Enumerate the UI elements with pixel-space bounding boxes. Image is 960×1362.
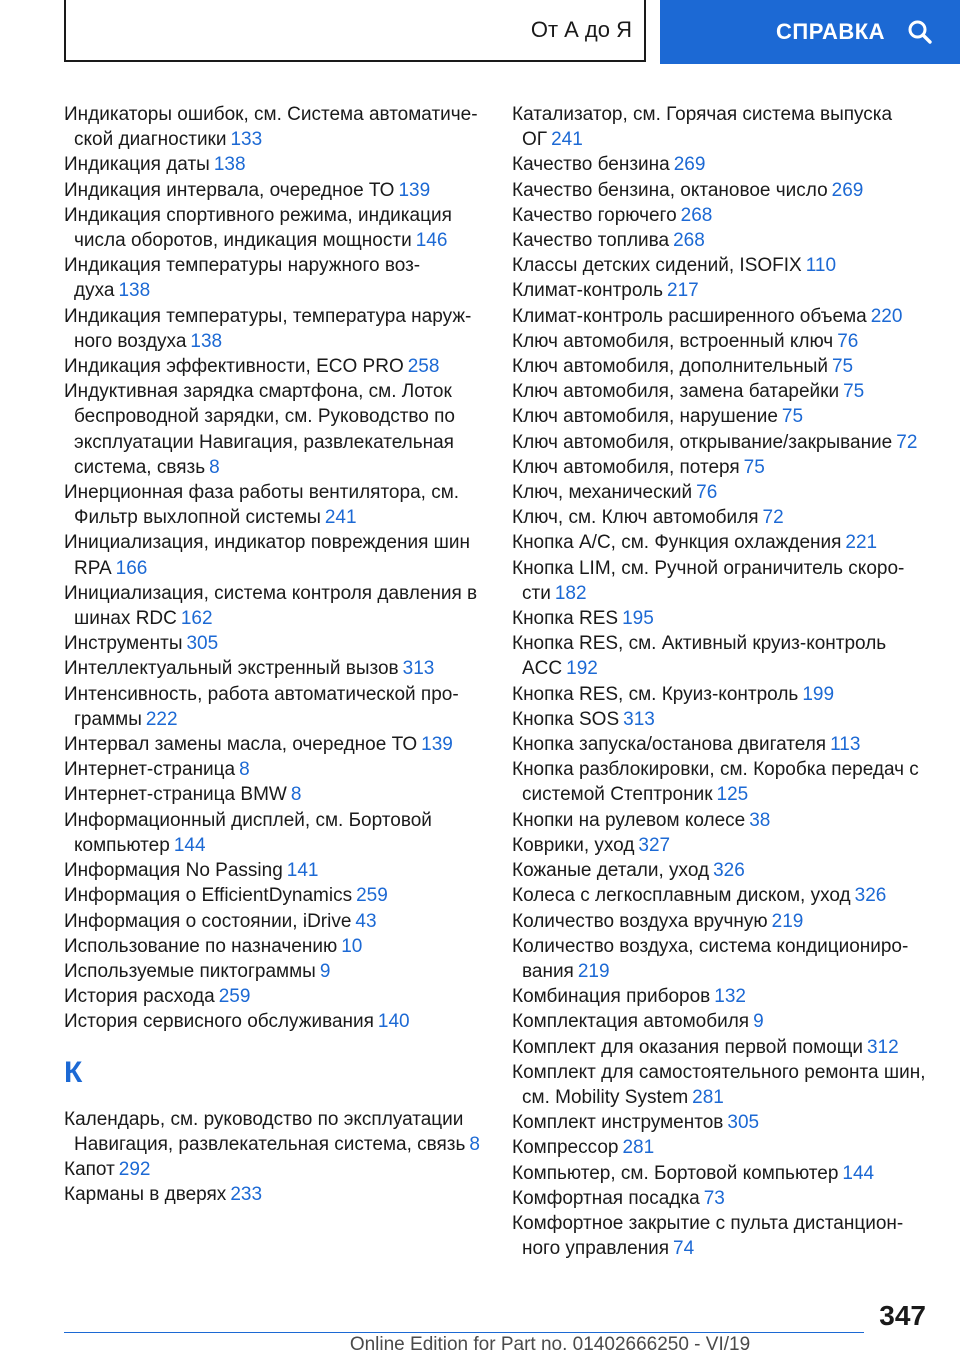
- index-entry-text: Коврики, уход: [512, 834, 635, 856]
- index-entry-page-link[interactable]: 313: [402, 658, 435, 680]
- index-entry-page-link[interactable]: 74: [673, 1238, 695, 1260]
- index-entry-page-link[interactable]: 9: [319, 960, 331, 982]
- index-entry-text: Индикация даты: [64, 154, 210, 176]
- index-entry-text: История расхода: [64, 986, 215, 1008]
- index-entry-page-link[interactable]: 133: [230, 129, 263, 151]
- index-entry: [512, 1211, 932, 1261]
- index-entry-page-link[interactable]: 281: [622, 1137, 655, 1159]
- index-entry-page-link[interactable]: 72: [896, 431, 918, 453]
- index-entry: [64, 631, 484, 656]
- index-entry-page-link[interactable]: 8: [469, 1133, 480, 1155]
- index-entry-text: Ключ автомобиля, открывание/закрывание: [512, 431, 893, 453]
- index-entry: [64, 656, 484, 681]
- index-entry: [512, 909, 932, 934]
- index-entry-text: Интенсивность, работа автоматической про-граммы: [64, 683, 459, 730]
- index-entry-text: Интернет-страница BMW: [64, 784, 287, 806]
- index-entry: [64, 959, 484, 984]
- index-entry-page-link[interactable]: 258: [407, 356, 440, 378]
- index-list-right: [512, 102, 932, 1261]
- index-entry-text: Информация о состоянии, iDrive: [64, 910, 352, 932]
- index-entry-page-link[interactable]: 327: [638, 834, 671, 856]
- index-entry: [64, 1009, 484, 1034]
- index-entry: [64, 934, 484, 959]
- index-entry-page-link[interactable]: 220: [870, 305, 903, 327]
- index-entry: [512, 480, 932, 505]
- index-entry-page-link[interactable]: 219: [771, 910, 804, 932]
- index-entry: [64, 379, 484, 480]
- index-entry: [64, 304, 484, 354]
- index-entry: [64, 732, 484, 757]
- index-entry-text: Инерционная фаза работы вентилятора, см. Фильтр выхлопной системы: [64, 482, 460, 529]
- index-entry: [64, 178, 484, 203]
- index-entry-text: Количество воздуха, система кондициониро-вания: [512, 935, 909, 982]
- index-entry-text: Инициализация, система контроля давления в шинах RDC: [64, 582, 478, 630]
- index-entry-page-link[interactable]: 10: [341, 935, 363, 957]
- index-entry-page-link[interactable]: 182: [554, 582, 587, 604]
- index-entry: [512, 1135, 932, 1160]
- index-entry-page-link[interactable]: 141: [286, 860, 319, 882]
- index-entry-text: Классы детских сидений, ISOFIX: [512, 255, 802, 277]
- index-entry: [64, 354, 484, 379]
- index-entry: [512, 278, 932, 303]
- index-entry-page-link[interactable]: 144: [173, 834, 206, 856]
- index-entry-page-link[interactable]: 199: [802, 683, 835, 705]
- index-entry-text: Инструменты: [64, 633, 183, 655]
- index-entry: [64, 152, 484, 177]
- index-entry-text: Кнопка SOS: [512, 708, 620, 730]
- index-entry-page-link[interactable]: 269: [831, 179, 864, 201]
- index-entry-text: Комплект для оказания первой помощи: [512, 1036, 863, 1058]
- index-entry: [64, 883, 484, 908]
- index-entry: [512, 455, 932, 480]
- index-entry: [512, 556, 932, 606]
- index-entry-page-link[interactable]: 73: [703, 1187, 725, 1209]
- index-entry: [512, 354, 932, 379]
- index-entry-page-link[interactable]: 72: [762, 507, 784, 529]
- index-entry-text: Инициализация, индикатор повреждения шин RPA: [64, 532, 470, 579]
- index-entry-text: Комбинация приборов: [512, 986, 711, 1008]
- index-entry: [512, 379, 932, 404]
- index-entry: [512, 984, 932, 1009]
- index-entry-text: Компрессор: [512, 1137, 619, 1159]
- index-entry-text: Использование по назначению: [64, 935, 338, 957]
- index-entry: [512, 934, 932, 984]
- search-icon[interactable]: [907, 19, 933, 45]
- index-entry-page-link[interactable]: 132: [714, 986, 746, 1008]
- index-entry: [64, 530, 484, 580]
- index-entry-page-link[interactable]: 146: [415, 230, 448, 252]
- index-entry: [64, 102, 484, 152]
- index-entry: [512, 228, 932, 253]
- letter-heading: К: [64, 1055, 83, 1089]
- index-entry: [512, 253, 932, 278]
- index-list-left: [64, 102, 484, 1035]
- index-entry: [64, 782, 484, 807]
- index-entry-page-link[interactable]: 43: [355, 910, 377, 932]
- index-entry: [512, 631, 932, 681]
- index-entry: [64, 808, 484, 858]
- index-entry-text: Кнопка LIM, см. Ручной ограничитель скоро-сти: [512, 557, 905, 604]
- index-entry: [64, 984, 484, 1009]
- index-entry: [64, 909, 484, 934]
- index-column-right: [512, 102, 932, 1261]
- index-entry: [64, 480, 484, 530]
- index-entry-page-link[interactable]: 140: [377, 1011, 410, 1033]
- index-entry-text: Ключ автомобиля, дополнительный: [512, 356, 828, 378]
- index-entry: [512, 883, 932, 908]
- index-entry-text: Индуктивная зарядка смартфона, см. Лоток беспроводной зарядки, см. Руководство по эксплуатации Навигация, развлекательная система, связь: [64, 381, 456, 478]
- index-entry-text: Интеллектуальный экстренный вызов: [64, 658, 399, 680]
- index-entry-page-link[interactable]: 138: [118, 280, 151, 302]
- index-entry-page-link[interactable]: 281: [692, 1086, 724, 1108]
- index-entry-text: Колеса с легкосплавным диском, уход: [512, 885, 851, 907]
- index-entry-text: История сервисного обслуживания: [64, 1011, 374, 1033]
- index-entry: [64, 858, 484, 883]
- index-entry: [512, 102, 932, 152]
- index-entry-text: Индикация спортивного режима, индикация числа оборотов, индикация мощности: [64, 204, 452, 252]
- index-entry: [64, 1107, 484, 1157]
- index-entry-page-link[interactable]: 110: [805, 255, 837, 277]
- index-entry-text: Качество горючего: [512, 204, 677, 226]
- index-entry-page-link[interactable]: 76: [837, 330, 859, 352]
- index-entry-text: Карманы в дверях: [64, 1184, 227, 1206]
- index-entry-text: Компьютер, см. Бортовой компьютер: [512, 1162, 839, 1184]
- index-entry: [512, 1009, 932, 1034]
- index-entry-text: Информационный дисплей, см. Бортовой компьютер: [64, 809, 432, 856]
- index-entry-text: Индикация интервала, очередное ТО: [64, 179, 395, 201]
- index-entry-text: Индикация температуры, температура наруж-ного воздуха: [64, 305, 472, 352]
- index-entry-page-link[interactable]: 195: [622, 608, 654, 630]
- index-entry-page-link[interactable]: 138: [213, 154, 246, 176]
- index-entry-text: Ключ автомобиля, замена батарейки: [512, 381, 840, 403]
- tab-a-to-z[interactable]: [64, 0, 646, 62]
- index-list-k: [64, 1107, 484, 1208]
- index-entry-text: Капот: [64, 1158, 115, 1180]
- index-entry-text: Кнопка запуска/останова двигателя: [512, 734, 827, 756]
- index-entry-page-link[interactable]: 38: [749, 809, 771, 831]
- index-entry: [512, 203, 932, 228]
- index-entry-page-link[interactable]: 292: [118, 1158, 151, 1180]
- index-entry-text: Используемые пиктограммы: [64, 960, 316, 982]
- index-column-left: [64, 102, 484, 1207]
- index-entry-page-link[interactable]: 219: [577, 960, 610, 982]
- index-entry-page-link[interactable]: 312: [866, 1036, 899, 1058]
- index-entry-text: Комфортная посадка: [512, 1187, 700, 1209]
- index-entry: [512, 833, 932, 858]
- index-entry-page-link[interactable]: 138: [190, 330, 223, 352]
- index-entry: [64, 581, 484, 631]
- index-entry: [512, 1186, 932, 1211]
- index-entry: [512, 1035, 932, 1060]
- index-entry-text: Индикация эффективности, ECO PRO: [64, 356, 404, 378]
- index-entry-page-link[interactable]: 269: [673, 154, 706, 176]
- index-entry-page-link[interactable]: 222: [145, 708, 178, 730]
- index-entry-page-link[interactable]: 241: [324, 507, 357, 529]
- tab-a-to-z-label: От А до Я: [530, 17, 632, 42]
- index-entry-text: Качество бензина: [512, 154, 670, 176]
- index-entry-text: Информация No Passing: [64, 860, 283, 882]
- index-entry-page-link[interactable]: 305: [727, 1112, 760, 1134]
- index-entry: [512, 732, 932, 757]
- index-entry-page-link[interactable]: 241: [551, 129, 583, 151]
- index-entry-text: Кнопка RES: [512, 608, 619, 630]
- index-entry: [512, 808, 932, 833]
- footer-edition: Online Edition for Part no. 01402666250 - VI/19: [349, 1334, 751, 1355]
- index-entry-text: Ключ, см. Ключ автомобиля: [512, 507, 759, 529]
- index-entry-page-link[interactable]: 233: [230, 1184, 263, 1206]
- index-entry: [512, 329, 932, 354]
- index-entry-page-link[interactable]: 221: [845, 532, 878, 554]
- index-entry: [512, 530, 932, 555]
- index-entry-page-link[interactable]: 259: [356, 885, 388, 907]
- index-entry-page-link[interactable]: 139: [421, 734, 453, 756]
- index-entry: [512, 304, 932, 329]
- index-entry: [512, 1161, 932, 1186]
- index-entry-text: Информация о EfficientDynamics: [64, 885, 353, 907]
- index-entry-page-link[interactable]: 217: [667, 280, 699, 302]
- index-entry-text: Качество бензина, октановое число: [512, 179, 828, 201]
- index-entry-text: Кожаные детали, уход: [512, 860, 710, 882]
- index-entry-page-link[interactable]: 75: [743, 456, 765, 478]
- index-entry-text: Кнопки на рулевом колесе: [512, 809, 746, 831]
- footer-divider: [64, 1332, 864, 1333]
- index-entry-text: Кнопка A/C, см. Функция охлаждения: [512, 532, 842, 554]
- index-entry-text: Комплект инструментов: [512, 1112, 724, 1134]
- index-entry-page-link[interactable]: 192: [566, 658, 598, 680]
- index-entry-text: Кнопка разблокировки, см. Коробка передач с системой Стептроник: [512, 759, 919, 806]
- index-entry-text: Ключ автомобиля, нарушение: [512, 406, 778, 428]
- index-entry-text: Климат-контроль расширенного объема: [512, 305, 867, 327]
- index-entry: [64, 757, 484, 782]
- index-entry: [512, 1060, 932, 1110]
- index-entry: [512, 505, 932, 530]
- index-entry-page-link[interactable]: 76: [696, 482, 718, 504]
- index-entry: [512, 682, 932, 707]
- index-entry: [512, 1110, 932, 1135]
- tab-help[interactable]: [660, 0, 960, 64]
- page-number: 347: [879, 1300, 926, 1331]
- index-entry-text: Ключ, механический: [512, 482, 693, 504]
- index-entry: [512, 707, 932, 732]
- index-entry-text: Кнопка RES, см. Круиз-контроль: [512, 683, 799, 705]
- index-entry-page-link[interactable]: 305: [186, 633, 219, 655]
- index-entry: [512, 178, 932, 203]
- index-entry-text: Ключ автомобиля, встроенный ключ: [512, 330, 834, 352]
- index-entry-text: Календарь, см. руководство по эксплуатации Навигация, развлекательная система, связь: [64, 1108, 466, 1155]
- index-entry: [512, 430, 932, 455]
- index-entry-page-link[interactable]: 259: [218, 986, 251, 1008]
- index-entry-text: Качество топлива: [512, 230, 670, 252]
- index-entry: [64, 682, 484, 732]
- index-entry-page-link[interactable]: 313: [623, 708, 655, 730]
- index-entry-page-link[interactable]: 113: [830, 734, 861, 756]
- index-entry-page-link[interactable]: 268: [680, 204, 713, 226]
- index-entry-page-link[interactable]: 166: [115, 557, 148, 579]
- index-entry-page-link[interactable]: 8: [209, 456, 220, 478]
- index-entry: [64, 1182, 484, 1207]
- index-entry-text: Интервал замены масла, очередное ТО: [64, 734, 418, 756]
- index-entry-page-link[interactable]: 75: [843, 381, 865, 403]
- index-entry: [64, 1157, 484, 1182]
- index-entry-page-link[interactable]: 75: [781, 406, 804, 428]
- index-entry-text: Комфортное закрытие с пульта дистанцион-ного управления: [512, 1212, 904, 1260]
- index-entry-text: Климат-контроль: [512, 280, 663, 302]
- index-entry-text: Количество воздуха вручную: [512, 910, 768, 932]
- index-entry-page-link[interactable]: 326: [713, 860, 745, 882]
- index-entry: [64, 253, 484, 303]
- index-entry-page-link[interactable]: 139: [398, 179, 431, 201]
- index-entry-text: Комплект для самостоятельного ремонта шин, см. Mobility System: [512, 1061, 926, 1108]
- index-entry-page-link[interactable]: 75: [831, 356, 854, 378]
- index-entry-page-link[interactable]: 268: [673, 230, 705, 252]
- top-navigation: [64, 0, 960, 66]
- index-entry-page-link[interactable]: 8: [290, 784, 302, 806]
- index-entry-page-link[interactable]: 125: [716, 784, 749, 806]
- index-entry: [512, 606, 932, 631]
- index-entry-text: Кнопка RES, см. Активный круиз-контроль ACC: [512, 633, 887, 680]
- index-entry: [512, 152, 932, 177]
- index-entry-page-link[interactable]: 8: [239, 759, 250, 781]
- index-entry-page-link[interactable]: 144: [842, 1162, 875, 1184]
- index-entry-page-link[interactable]: 9: [753, 1011, 764, 1033]
- index-entry-text: Индикация температуры наружного воз-духа: [64, 255, 421, 302]
- index-entry-page-link[interactable]: 162: [180, 608, 213, 630]
- index-entry-text: Комплектация автомобиля: [512, 1011, 750, 1033]
- index-entry: [512, 404, 932, 429]
- index-entry: [512, 757, 932, 807]
- index-entry-text: Интернет-страница: [64, 759, 236, 781]
- index-entry: [64, 203, 484, 253]
- index-entry-text: Индикаторы ошибок, см. Система автоматиче-ской диагностики: [64, 104, 478, 151]
- index-entry-text: Ключ автомобиля, потеря: [512, 456, 740, 478]
- index-entry-text: Катализатор, см. Горячая система выпуска ОГ: [512, 104, 893, 151]
- index-entry: [512, 858, 932, 883]
- index-entry-page-link[interactable]: 326: [854, 885, 887, 907]
- tab-help-label: СПРАВКА: [776, 19, 886, 44]
